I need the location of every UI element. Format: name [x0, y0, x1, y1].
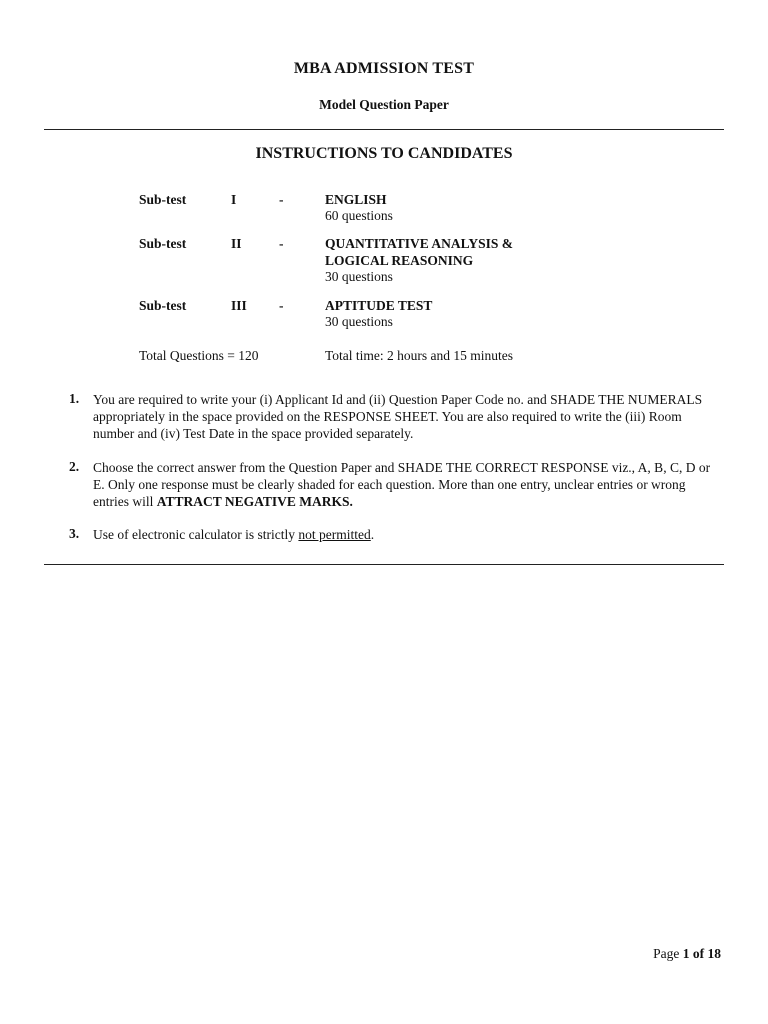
subtest-label: Sub-test	[139, 192, 187, 207]
instruction-text: You are required to write your (i) Applicant Id and (ii) Question Paper Code no. and SHADE THE NUMERALS appropriately in the space provided on the RESPONSE SHEET. You are also required to write the (iii) Room number and (iv) Test Date in the space provided separately.	[93, 392, 703, 441]
page-of: of	[692, 946, 705, 961]
page-prefix: Page	[653, 946, 680, 961]
subtest-label: Sub-test	[139, 298, 187, 313]
subtest-name: APTITUDE TEST	[325, 298, 433, 313]
instruction-text	[93, 459, 723, 510]
bottom-divider	[44, 564, 724, 565]
subtest-number: III	[231, 298, 247, 313]
subtest-number: I	[231, 192, 237, 207]
instruction-body: Choose the correct answer from the Question Paper and SHADE THE CORRECT RESPONSE viz., A, B, C, D or E. Only one response must be clearly shaded for each question. More than one entry, unclear entries or wrong entries will	[93, 460, 711, 509]
subtest-name: QUANTITATIVE ANALYSIS &	[325, 236, 514, 251]
subtest-dash: -	[279, 298, 284, 313]
page-current: 1	[682, 946, 690, 961]
instruction-number: 1.	[69, 391, 80, 406]
subtest-name-line2: LOGICAL REASONING	[325, 253, 474, 268]
not-permitted-underlined: not permitted	[298, 527, 371, 542]
subtest-dash: -	[279, 236, 284, 251]
subtest-question-count: 30 questions	[325, 314, 393, 329]
document-title: MBA ADMISSION TEST	[293, 60, 475, 77]
negative-marks-warning: ATTRACT NEGATIVE MARKS.	[156, 494, 353, 509]
document-subtitle: Model Question Paper	[319, 97, 449, 112]
page-number	[653, 946, 721, 962]
instruction-number: 3.	[69, 526, 80, 541]
instruction-number: 2.	[69, 459, 80, 474]
instruction-end: .	[370, 527, 375, 542]
subtest-label: Sub-test	[139, 236, 187, 251]
subtest-number: II	[231, 236, 242, 251]
instruction-text	[93, 526, 723, 543]
subtest-question-count: 30 questions	[325, 269, 393, 284]
page-total: 18	[707, 946, 721, 961]
subtest-name: ENGLISH	[325, 192, 387, 207]
instruction-body: Use of electronic calculator is strictly	[93, 527, 296, 542]
instructions-heading: INSTRUCTIONS TO CANDIDATES	[255, 145, 513, 162]
total-time: Total time: 2 hours and 15 minutes	[325, 348, 514, 363]
total-questions: Total Questions = 120	[139, 348, 259, 363]
top-divider	[44, 129, 724, 130]
subtest-dash: -	[279, 192, 284, 207]
subtest-question-count: 60 questions	[325, 208, 393, 223]
